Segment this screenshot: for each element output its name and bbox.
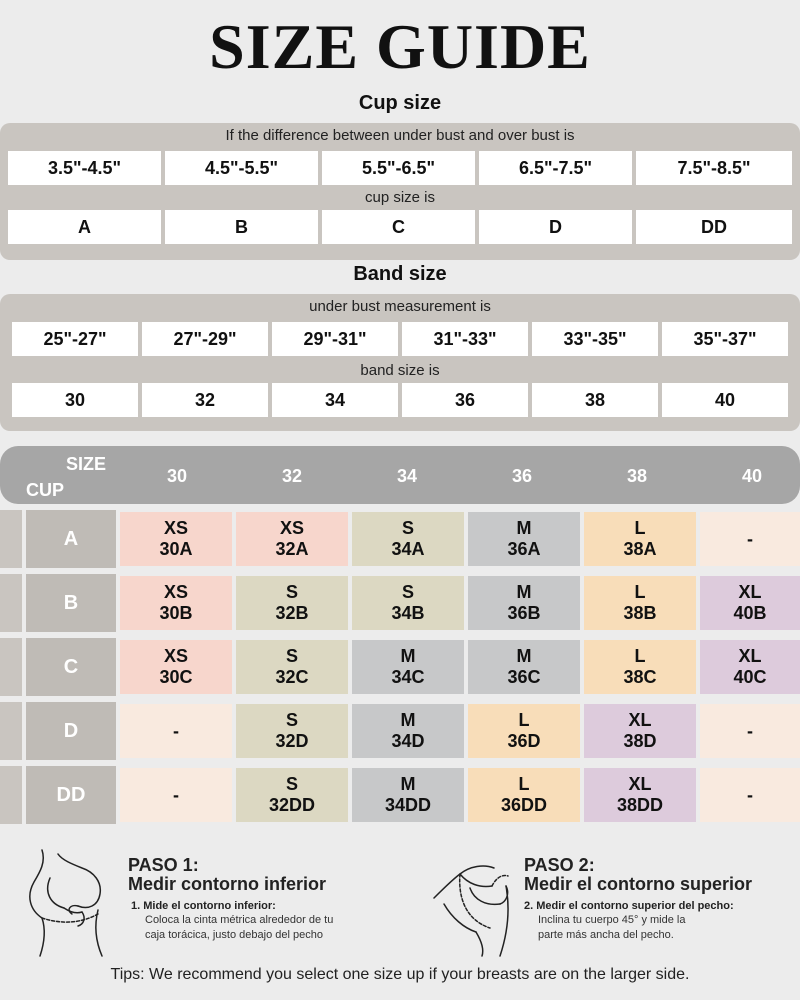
size-letter: XL <box>738 582 762 602</box>
cup-row-label: DD <box>26 766 116 824</box>
size-code: 38DD <box>616 795 664 815</box>
size-code: 36D <box>507 731 541 751</box>
size-code: 30C <box>159 667 193 687</box>
cup-row-label: B <box>26 574 116 632</box>
size-letter: XS <box>163 582 188 602</box>
size-letter: S <box>285 774 298 794</box>
step1-desc-line2: caja torácica, justo debajo del pecho <box>145 929 323 941</box>
band-range-cell: 25"-27" <box>12 322 138 356</box>
size-matrix-row <box>0 574 800 632</box>
step2-desc-line2: parte más ancha del pecho. <box>538 929 674 941</box>
size-letter: M <box>400 646 416 666</box>
row-edge-decoration <box>0 574 22 632</box>
size-cell <box>120 704 232 758</box>
size-code: 36B <box>507 603 541 623</box>
size-letter: S <box>285 646 298 666</box>
size-cell <box>468 576 580 630</box>
size-cell <box>236 640 348 694</box>
size-letter: L <box>634 518 646 538</box>
body-measure-overbust-icon <box>430 848 520 958</box>
band-column-header: 32 <box>281 466 303 486</box>
size-letter: - <box>173 720 179 741</box>
size-letter: - <box>747 720 753 741</box>
size-matrix-row <box>0 638 800 696</box>
page-title: SIZE GUIDE <box>209 11 591 82</box>
band-column-header: 34 <box>396 466 418 486</box>
size-cell <box>236 704 348 758</box>
size-letter: M <box>400 710 416 730</box>
step1-instruction: 1. Mide el contorno inferior: <box>131 900 276 912</box>
step2-title: PASO 2: <box>524 855 595 875</box>
band-range-cell: 31"-33" <box>402 322 528 356</box>
size-letter: S <box>401 518 414 538</box>
size-matrix-row <box>0 510 800 568</box>
size-code: 34D <box>391 731 425 751</box>
size-letter: L <box>634 646 646 666</box>
size-letter: M <box>516 582 532 602</box>
band-range-cell: 29"-31" <box>272 322 398 356</box>
size-cell <box>352 704 464 758</box>
step2-desc-line1: Inclina tu cuerpo 45° y mide la <box>538 914 686 926</box>
size-cell <box>700 640 800 694</box>
cup-range-row <box>8 151 792 185</box>
size-letter: XS <box>279 518 304 538</box>
cup-range-cell: 7.5"-8.5" <box>636 151 792 185</box>
step1-subtitle: Medir contorno inferior <box>128 874 326 894</box>
size-code: 32B <box>275 603 309 623</box>
size-letter: M <box>516 646 532 666</box>
size-letter: XL <box>628 774 652 794</box>
size-code: 36A <box>507 539 541 559</box>
size-code: 32D <box>275 731 309 751</box>
size-code: 34C <box>391 667 425 687</box>
cup-size-cell: D <box>479 210 632 244</box>
cup-row-label: C <box>26 638 116 696</box>
size-code: 38C <box>623 667 657 687</box>
size-cell <box>120 512 232 566</box>
cup-size-note-mid: cup size is <box>364 189 436 206</box>
band-column-header: 36 <box>511 466 533 486</box>
tips-text: Tips: We recommend you select one size up if your breasts are on the larger side. <box>110 966 690 983</box>
size-code: 36C <box>507 667 541 687</box>
size-code: 34B <box>391 603 425 623</box>
band-column-header: 30 <box>166 466 188 486</box>
band-size-cell: 40 <box>662 383 788 417</box>
cup-axis-label: CUP <box>26 480 65 500</box>
size-cell <box>236 768 348 822</box>
size-cell <box>468 704 580 758</box>
band-size-cell: 36 <box>402 383 528 417</box>
size-code: 32C <box>275 667 309 687</box>
size-matrix-row <box>0 766 800 824</box>
row-edge-decoration <box>0 510 22 568</box>
size-cell <box>584 576 696 630</box>
size-letter: S <box>285 582 298 602</box>
size-cell <box>236 512 348 566</box>
cup-range-cell: 4.5"-5.5" <box>165 151 318 185</box>
size-letter: L <box>518 710 530 730</box>
row-edge-decoration <box>0 638 22 696</box>
cup-size-cell: DD <box>636 210 792 244</box>
size-code: 32A <box>275 539 309 559</box>
cup-size-note-top: If the difference between under bust and over bust is <box>225 127 575 144</box>
row-edge-decoration <box>0 702 22 760</box>
size-cell <box>120 640 232 694</box>
size-letter: - <box>747 528 753 549</box>
size-cell <box>236 576 348 630</box>
size-letter: M <box>516 518 532 538</box>
size-code: 30B <box>159 603 193 623</box>
size-letter: XL <box>738 646 762 666</box>
size-code: 38A <box>623 539 657 559</box>
band-range-cell: 33"-35" <box>532 322 658 356</box>
size-cell <box>700 512 800 566</box>
size-code: 38B <box>623 603 657 623</box>
size-cell <box>584 512 696 566</box>
size-letter: - <box>173 784 179 805</box>
band-size-cell: 38 <box>532 383 658 417</box>
cup-row-label: A <box>26 510 116 568</box>
size-matrix-header <box>0 446 800 504</box>
body-measure-underbust-icon <box>20 848 120 958</box>
size-cell <box>700 768 800 822</box>
size-letter: L <box>634 582 646 602</box>
size-cell <box>468 512 580 566</box>
size-cell <box>352 512 464 566</box>
band-range-row <box>12 322 788 356</box>
size-code: 30A <box>159 539 193 559</box>
cup-range-cell: 6.5"-7.5" <box>479 151 632 185</box>
size-code: 32DD <box>268 795 316 815</box>
size-cell <box>700 576 800 630</box>
size-letter: XS <box>163 646 188 666</box>
band-size-cell: 32 <box>142 383 268 417</box>
band-size-heading: Band size <box>353 263 447 285</box>
size-code: 38D <box>623 731 657 751</box>
size-cell <box>584 704 696 758</box>
band-size-cell: 34 <box>272 383 398 417</box>
size-letter: XL <box>628 710 652 730</box>
size-matrix-row <box>0 702 800 760</box>
band-size-row <box>12 383 788 417</box>
band-column-header: 40 <box>741 466 763 486</box>
row-edge-decoration <box>0 766 22 824</box>
size-cell <box>700 704 800 758</box>
size-cell <box>584 768 696 822</box>
size-code: 36DD <box>500 795 548 815</box>
band-column-header: 38 <box>626 466 648 486</box>
band-range-cell: 35"-37" <box>662 322 788 356</box>
size-cell <box>120 768 232 822</box>
cup-size-cell: A <box>8 210 161 244</box>
size-cell <box>352 640 464 694</box>
size-letter: M <box>400 774 416 794</box>
cup-range-cell: 3.5"-4.5" <box>8 151 161 185</box>
size-code: 40B <box>733 603 767 623</box>
cup-row-label: D <box>26 702 116 760</box>
size-cell <box>352 576 464 630</box>
size-code: 34DD <box>384 795 432 815</box>
step2-subtitle: Medir el contorno superior <box>524 874 753 894</box>
size-cell <box>584 640 696 694</box>
size-letter: S <box>285 710 298 730</box>
step2-instruction: 2. Medir el contorno superior del pecho: <box>524 900 734 912</box>
band-size-note-top: under bust measurement is <box>309 298 491 315</box>
cup-size-row <box>8 210 792 244</box>
step1-desc-line1: Coloca la cinta métrica alrededor de tu <box>145 914 334 926</box>
size-cell <box>468 768 580 822</box>
size-cell <box>468 640 580 694</box>
cup-size-heading: Cup size <box>358 92 442 114</box>
size-code: 40C <box>733 667 767 687</box>
cup-size-cell: B <box>165 210 318 244</box>
band-size-note-mid: band size is <box>360 362 440 379</box>
band-range-cell: 27"-29" <box>142 322 268 356</box>
size-letter: L <box>518 774 530 794</box>
cup-range-cell: 5.5"-6.5" <box>322 151 475 185</box>
step1-title: PASO 1: <box>128 855 199 875</box>
size-letter: - <box>747 784 753 805</box>
band-size-cell: 30 <box>12 383 138 417</box>
cup-size-cell: C <box>322 210 475 244</box>
size-code: 34A <box>391 539 425 559</box>
size-letter: S <box>401 582 414 602</box>
size-letter: XS <box>163 518 188 538</box>
size-axis-label: SIZE <box>66 454 107 474</box>
size-cell <box>352 768 464 822</box>
size-cell <box>120 576 232 630</box>
